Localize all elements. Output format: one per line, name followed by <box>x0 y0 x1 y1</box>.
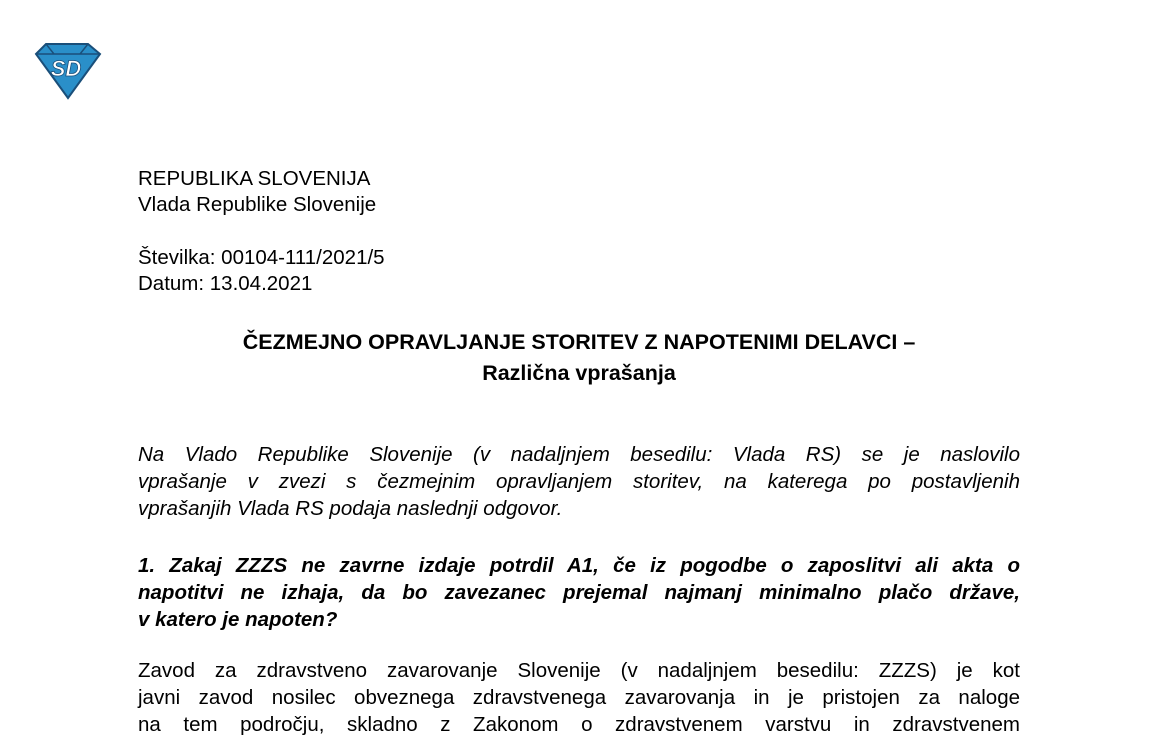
intro-line: Na Vlado Republike Slovenije (v nadaljnjem besedilu: Vlada RS) se je naslovilo <box>138 443 1020 466</box>
answer-line: Zavod za zdravstveno zavarovanje Slovenije (v nadaljnjem besedilu: ZZZS) je kot <box>138 659 1020 682</box>
issuer-body: Vlada Republike Slovenije <box>138 193 377 216</box>
question-line: napotitvi ne izhaja, da bo zavezanec prejemal najmanj minimalno plačo države, <box>138 581 1020 604</box>
logo-text: SD <box>50 56 82 81</box>
question-line: 1. Zakaj ZZZS ne zavrne izdaje potrdil A1, če iz pogodbe o zaposlitvi ali akta o <box>138 554 1020 577</box>
issuer-header <box>138 166 376 218</box>
intro-paragraph <box>138 441 1020 522</box>
document-meta <box>138 245 385 297</box>
title-line-1: ČEZMEJNO OPRAVLJANJE STORITEV Z NAPOTENIMI DELAVCI – <box>242 330 916 354</box>
document-title <box>138 327 1020 389</box>
intro-line: vprašanjih Vlada RS podaja naslednji odgovor. <box>138 497 563 520</box>
sd-logo-icon <box>30 40 104 100</box>
question-1 <box>138 552 1020 633</box>
issuer-country: REPUBLIKA SLOVENIJA <box>138 167 371 190</box>
answer-1 <box>138 657 1020 738</box>
document-date: Datum: 13.04.2021 <box>138 272 313 295</box>
answer-line: na tem področju, skladno z Zakonom o zdravstvenem varstvu in zdravstvenem <box>138 713 1020 736</box>
question-line: v katero je napoten? <box>138 608 338 631</box>
intro-line: vprašanje v zvezi s čezmejnim opravljanjem storitev, na katerega po postavljenih <box>138 470 1020 493</box>
answer-line: javni zavod nosilec obveznega zdravstvenega zavarovanja in je pristojen za naloge <box>138 686 1020 709</box>
document-number: Številka: 00104-111/2021/5 <box>138 246 385 269</box>
title-line-2: Različna vprašanja <box>482 361 676 385</box>
